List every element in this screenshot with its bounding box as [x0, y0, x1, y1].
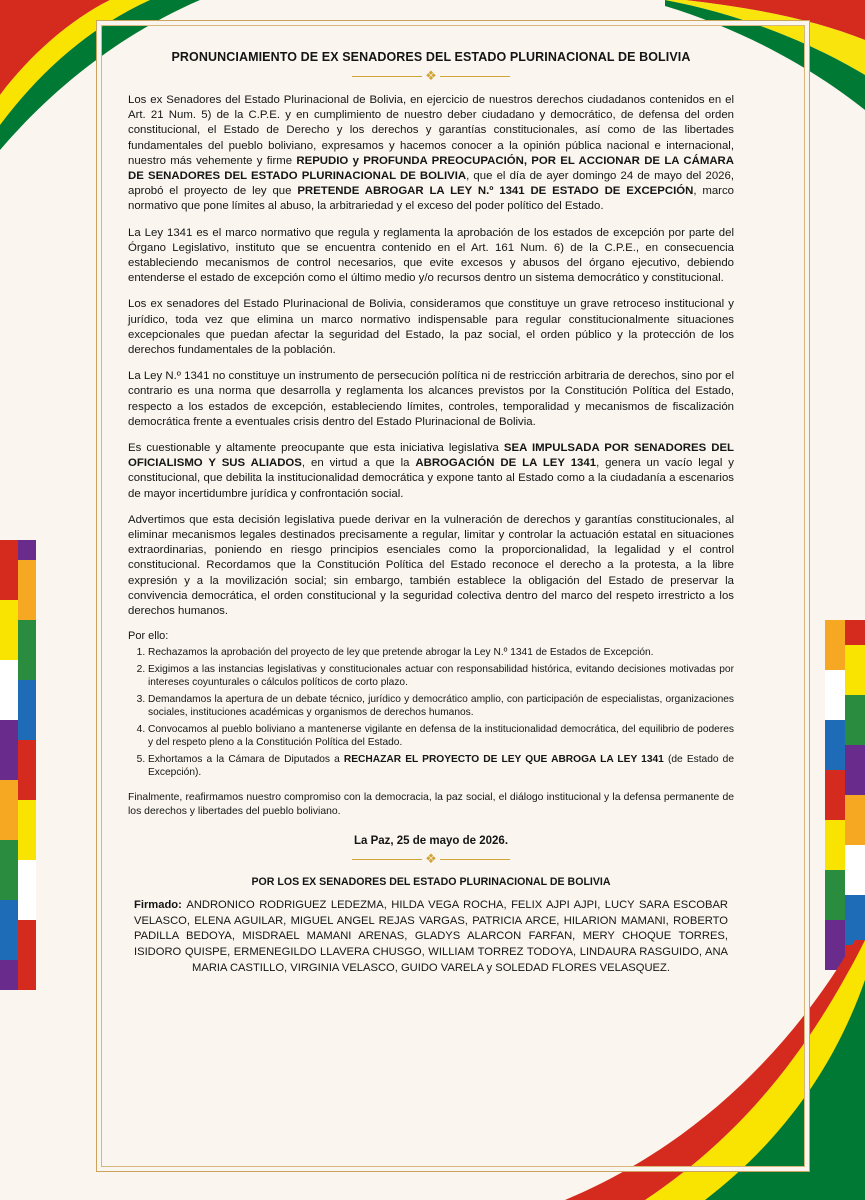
closing-paragraph: Finalmente, reafirmamos nuestro compromiso con la democracia, la paz social, el diálogo institucional y la defensa permanente de los derechos y libertades del pueblo boliviano. [128, 792, 734, 818]
body-text: , genera un vacío legal y constitucional, que debilita la institucionalidad democrática y expone tanto al Estado como a la ciudadanía a escenarios de mayor incertidumbre jurídica y confrontación social. [128, 457, 734, 500]
demand-item [148, 646, 734, 659]
signers-heading: POR LOS EX SENADORES DEL ESTADO PLURINACIONAL DE BOLIVIA [251, 876, 611, 889]
body-text: Demandamos la apertura de un debate técnico, jurídico y democrático amplio, con participación de especialistas, organizaciones sociales, instituciones académicas y organismos de derechos humanos. [148, 694, 734, 719]
body-text: Es cuestionable y altamente preocupante que esta iniciativa legislativa [128, 442, 504, 455]
body-paragraphs [128, 93, 734, 619]
emphasis-text: ABROGACIÓN DE LA LEY 1341 [415, 457, 597, 470]
body-paragraph [128, 369, 734, 430]
demand-item [148, 723, 734, 749]
body-text: La Ley 1341 es el marco normativo que regula y reglamenta la aprobación de los estados de excepción por parte del Órgano Legislativo, instituto que se encuentra contenido en el Art. 161 Num. 6) de la C.P.E., en consecuencia estableciendo mecanismos de control necesarios, que evite excesos y abusos del órgano ejecutivo, debiendo entenderse el estado de excepción como el último medio y/o recursos dentro un sistema democrático y constitucional. [128, 226, 734, 285]
signers-block [128, 898, 734, 976]
body-text: Los ex Senadores del Estado Plurinacional de Bolivia, en ejercicio de nuestros derechos ciudadanos contenidos en el Art. 21 Num. 5) de la C.P.E. y en cumplimiento de nuestro deber ciudadano y democrático, de defensa del orden constitucional, el Estado de Derecho y los derechos y garantías constitucionales, así como de las libertades fundamentales del pueblo boliviano, expresamos y hacemos conocer a la opinión pública nacional e internacional, nuestro más vehemente y firme [128, 94, 734, 167]
ornament-icon: ❖ [425, 68, 437, 83]
body-text: Advertimos que esta decisión legislativa puede derivar en la vulneración de derechos y garantías constitucionales, al eliminar mecanismos legales destinados precisamente a regular, limitar y controlar la actuación estatal en situaciones extraordinarias, poniendo en riesgo principios esenciales como la proporcionalidad, la legalidad y el control constitucional. Recordamos que la Constitución Política del Estado reconoce el derecho a la protesta, a la libre expresión y a la movilización social; sin embargo, también establece la obligación del Estado de preservar la convivencia democrática, el orden constitucional y la seguridad colectiva dentro del marco del respeto irrestricto a los derechos humanos. [128, 513, 734, 618]
ornament-icon: ❖ [425, 851, 437, 867]
body-text: Exigimos a las instancias legislativas y constitucionales actuar con responsabilidad histórica, evitando decisiones motivadas por intereses coyunturales o cálculos políticos de corto plazo. [148, 664, 734, 689]
wiphala-left-decoration [0, 540, 36, 990]
body-text: , marco normativo que pone límites al abuso, la arbitrariedad y el exceso del poder político del Estado. [128, 185, 734, 213]
emphasis-text: RECHAZAR EL PROYECTO DE LEY QUE ABROGA LA LEY 1341 [343, 754, 664, 766]
document-date: La Paz, 25 de mayo de 2026. [353, 835, 509, 848]
body-paragraph [128, 441, 734, 502]
body-paragraph [128, 297, 734, 358]
ornament-divider-2 [128, 852, 734, 866]
ornament-divider [128, 69, 734, 83]
signed-label: Firmado: [134, 899, 182, 912]
body-text: Los ex senadores del Estado Plurinacional de Bolivia, consideramos que constituye un grave retroceso institucional y jurídico, toda vez que elimina un marco normativo indispensable para regular constitucionalmente situaciones excepcionales que puedan afectar la seguridad del Estado, la paz social, el orden público y la protección de los derechos fundamentales de la población. [128, 298, 734, 357]
body-text: (de Estado de Excepción). [148, 754, 734, 779]
body-text: Rechazamos la aprobación del proyecto de ley que pretende abrogar la Ley N.º 1341 de Estados de Excepción. [148, 647, 654, 659]
demands-list [128, 646, 734, 779]
body-text: , que el día de ayer domingo 24 de mayo del 2026, aprobó el proyecto de ley que [128, 170, 734, 198]
body-paragraph [128, 226, 734, 287]
wiphala-right-decoration [825, 620, 865, 970]
body-text: , en virtud a que la [301, 457, 416, 470]
demand-item [148, 663, 734, 689]
demand-item [148, 693, 734, 719]
emphasis-text: REPUDIO y PROFUNDA PREOCUPACIÓN, POR EL ACCIONAR DE LA CÁMARA DE SENADORES DEL ESTADO PLURINACIONAL DE BOLIVIA [128, 154, 734, 183]
body-paragraph [128, 93, 734, 215]
emphasis-text: SEA IMPULSADA POR SENADORES DEL OFICIALISMO Y SUS ALIADOS [128, 442, 734, 470]
document-title: PRONUNCIAMIENTO DE EX SENADORES DEL ESTADO PLURINACIONAL DE BOLIVIA [171, 50, 691, 64]
por-ello-label: Por ello: [128, 630, 169, 643]
signers-list: ANDRONICO RODRIGUEZ LEDEZMA, HILDA VEGA ROCHA, FELIX AJPI AJPI, LUCY SARA ESCOBAR VELASCO, ELENA AGUILAR, MIGUEL ANGEL REJAS VARGAS, PATRICIA ARCE, HILARION MAMANI, ROBERTO PADILLA BEDOYA, MISDRAEL MAMANI ARENAS, GLADYS ALARCON FARFAN, MERY CHOQUE TORRES, ISIDORO QUISPE, ERMENEGILDO LLAVERA CHUSGO, WILLIAM TORREZ TODOYA, LINDAURA RASGUIDO, ANA MARIA CASTILLO, VIRGINIA VELASCO, GUIDO VARELA y SOLEDAD FLORES VELASQUEZ. [134, 899, 728, 974]
body-paragraph [128, 513, 734, 619]
emphasis-text: PRETENDE ABROGAR LA LEY N.º 1341 DE ESTADO DE EXCEPCIÓN [297, 185, 694, 198]
demand-item [148, 753, 734, 779]
body-text: Exhortamos a la Cámara de Diputados a [148, 754, 344, 766]
document-content [128, 50, 734, 976]
body-text: Convocamos al pueblo boliviano a mantenerse vigilante en defensa de la institucionalidad democrática, del equilibrio de poderes y del respeto pleno a la Constitución Política del Estado. [148, 724, 734, 749]
body-text: La Ley N.º 1341 no constituye un instrumento de persecución política ni de restricción arbitraria de derechos, sino por el contrario es una norma que desarrolla y reglamenta los alcances previstos por la Constitución Política del Estado, respecto a los estados de excepción, estableciendo límites, controles, temporalidad y mecanismos de fiscalización democrática frente a eventuales crisis dentro del Estado Plurinacional de Bolivia. [128, 370, 734, 428]
